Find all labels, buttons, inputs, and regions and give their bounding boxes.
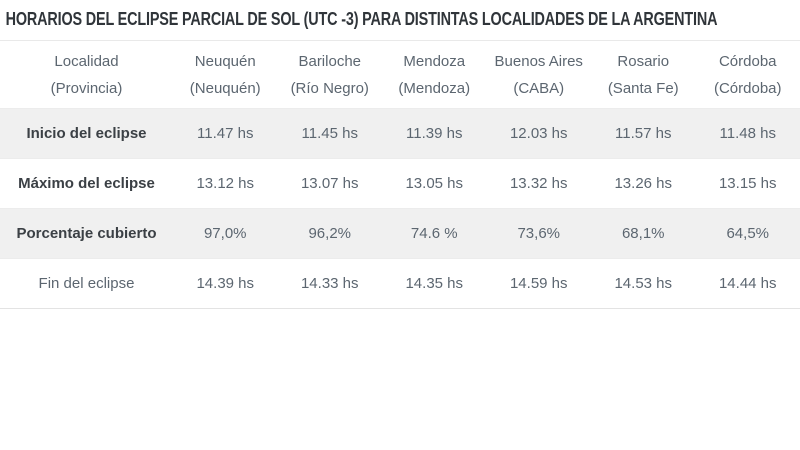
column-header-bariloche — [278, 41, 383, 109]
table-row-maximo — [0, 159, 800, 209]
column-header-localidad — [0, 41, 173, 109]
value-cell: 74.6 % — [410, 225, 458, 242]
value-cell: 11.57 hs — [615, 125, 672, 142]
header-province-label: (Mendoza) — [398, 79, 471, 97]
value-cell: 13.32 hs — [509, 175, 568, 192]
value-cell: 13.05 hs — [405, 175, 464, 192]
table-header — [0, 41, 800, 109]
value-cell: 14.33 hs — [300, 275, 359, 292]
eclipse-times-table — [0, 40, 800, 309]
table-row-inicio — [0, 109, 800, 159]
header-city-label: Buenos Aires — [494, 52, 583, 70]
row-label: Máximo del eclipse — [18, 175, 155, 192]
row-label: Porcentaje cubierto — [16, 225, 157, 242]
row-label: Inicio del eclipse — [26, 125, 147, 142]
header-city-label: Bariloche — [298, 52, 362, 70]
header-province-label: (Córdoba) — [713, 79, 782, 97]
header-row — [0, 41, 800, 109]
value-cell: 11.48 hs — [719, 125, 776, 142]
header-city-label: Localidad — [54, 52, 119, 70]
value-cell: 14.53 hs — [614, 275, 673, 292]
value-cell: 14.35 hs — [405, 275, 464, 292]
column-header-cordoba — [696, 41, 800, 109]
table-row-fin — [0, 259, 800, 309]
header-province-label: (Río Negro) — [290, 79, 369, 97]
table-body — [0, 109, 800, 309]
header-province-label: (CABA) — [513, 79, 565, 97]
value-cell: 11.45 hs — [301, 125, 358, 142]
column-header-neuquen — [173, 41, 278, 109]
value-cell: 68,1% — [621, 225, 665, 242]
value-cell: 13.07 hs — [300, 175, 359, 192]
header-city-label: Córdoba — [718, 52, 777, 70]
value-cell: 14.44 hs — [718, 275, 777, 292]
header-city-label: Rosario — [617, 52, 670, 70]
value-cell: 73,6% — [517, 225, 561, 242]
value-cell: 11.39 hs — [406, 125, 463, 142]
header-city-label: Neuquén — [194, 52, 256, 70]
value-cell: 14.59 hs — [509, 275, 568, 292]
header-city-label: Mendoza — [403, 52, 466, 70]
value-cell: 11.47 hs — [197, 125, 254, 142]
header-province-label: (Neuquén) — [189, 79, 261, 97]
row-label: Fin del eclipse — [38, 275, 135, 292]
table-row-porcentaje — [0, 209, 800, 259]
column-header-mendoza — [382, 41, 487, 109]
header-province-label: (Provincia) — [50, 79, 123, 97]
value-cell: 64,5% — [726, 225, 770, 242]
value-cell: 13.15 hs — [718, 175, 777, 192]
value-cell: 96,2% — [308, 225, 352, 242]
column-header-rosario — [591, 41, 696, 109]
page-title: HORARIOS DEL ECLIPSE PARCIAL DE SOL (UTC -3) PARA DISTINTAS LOCALIDADES DE LA ARGENTINA — [5, 9, 718, 29]
header-province-label: (Santa Fe) — [607, 79, 679, 97]
value-cell: 13.12 hs — [196, 175, 255, 192]
value-cell: 97,0% — [203, 225, 247, 242]
column-header-buenos-aires — [487, 41, 592, 109]
value-cell: 13.26 hs — [614, 175, 673, 192]
value-cell: 14.39 hs — [196, 275, 255, 292]
value-cell: 12.03 hs — [509, 125, 568, 142]
